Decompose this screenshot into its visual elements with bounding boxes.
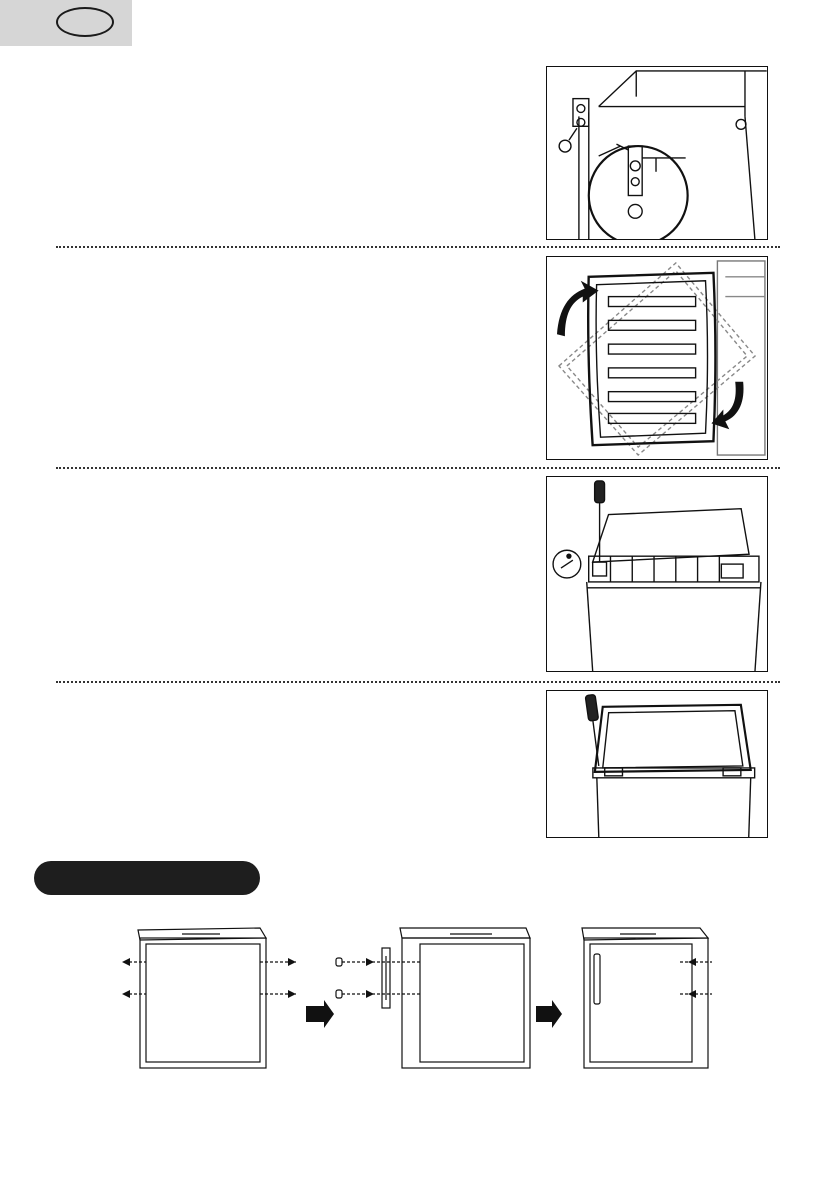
handle-reversal-figure	[120, 916, 720, 1081]
step-2-figure	[546, 256, 768, 460]
handle-swap-illustration	[120, 916, 720, 1081]
screwdriver-lid-illustration	[547, 691, 767, 837]
step-divider	[56, 246, 780, 248]
screwdriver-top-hinge-illustration	[547, 477, 767, 671]
step-1-figure	[546, 66, 768, 240]
section-heading-pill	[34, 861, 260, 895]
door-rotate-illustration	[547, 257, 767, 459]
language-tab	[0, 0, 132, 46]
step-4-figure	[546, 690, 768, 838]
language-badge	[56, 7, 114, 37]
step-divider	[56, 467, 780, 469]
hinge-closeup-illustration	[547, 67, 767, 239]
step-3-figure	[546, 476, 768, 672]
step-divider	[56, 681, 780, 683]
